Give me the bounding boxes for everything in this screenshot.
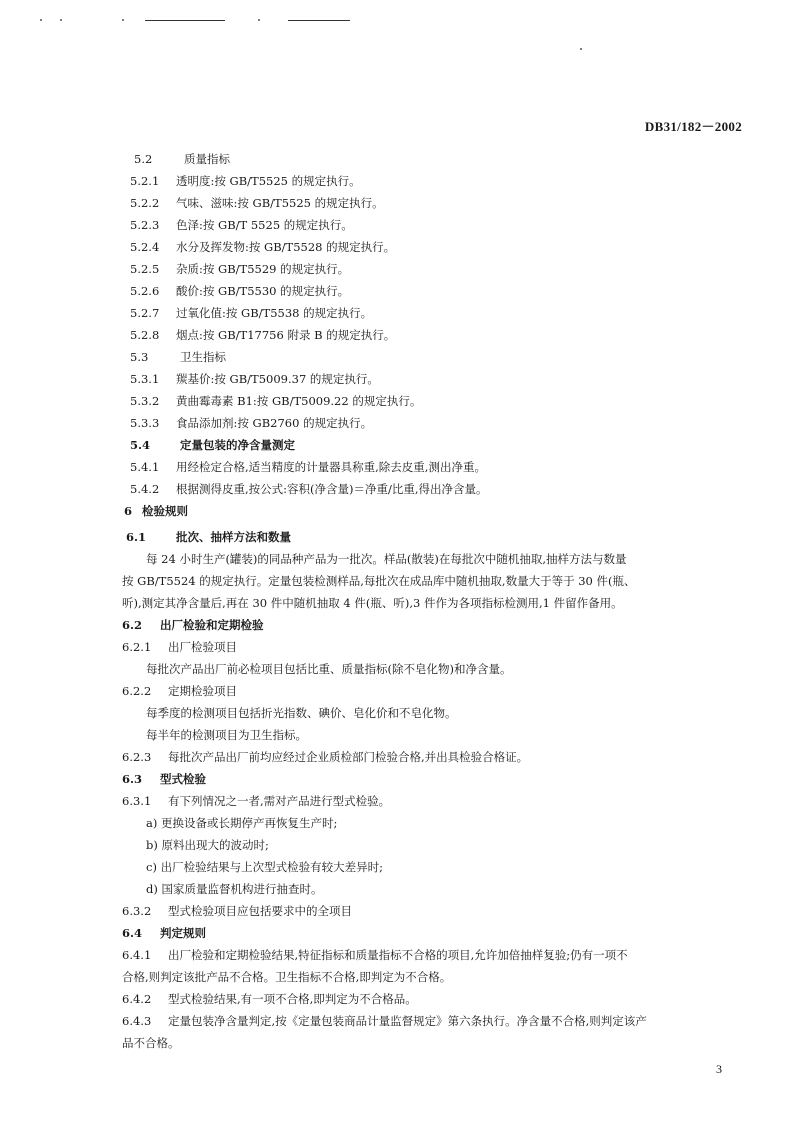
clause-line: 5.2.6 酸价:按 GB/T5530 的规定执行。 [130, 284, 350, 298]
scan-artifact-speck [258, 19, 260, 21]
scan-artifact-speck [40, 19, 42, 21]
scan-artifact-speck [60, 19, 62, 21]
scan-artifact-speck [122, 19, 124, 21]
paragraph-line: 每 24 小时生产(罐装)的同品种产品为一批次。样品(散装)在每批次中随机抽取,抽样方法与数量 [146, 552, 627, 566]
page-number: 3 [716, 1062, 722, 1076]
clause-line: 5.2.1 透明度:按 GB/T5525 的规定执行。 [130, 174, 361, 188]
section-heading: 6.1 批次、抽样方法和数量 [126, 530, 291, 544]
clause-line: 5.2.2 气味、滋味:按 GB/T5525 的规定执行。 [130, 196, 384, 210]
scan-artifact-line [145, 20, 225, 21]
section-heading: 5.2 质量指标 [134, 152, 230, 166]
clause-line: 5.3.2 黄曲霉毒素 B1:按 GB/T5009.22 的规定执行。 [130, 394, 422, 408]
clause-line: 6.2.3 每批次产品出厂前均应经过企业质检部门检验合格,并出具检验合格证。 [122, 750, 529, 764]
clause-line: 5.3.1 羰基价:按 GB/T5009.37 的规定执行。 [130, 372, 379, 386]
section-heading: 5.4 定量包装的净含量测定 [130, 438, 295, 452]
section-heading: 6.4 判定规则 [122, 926, 206, 940]
subsection-heading: 6.2.2 定期检验项目 [122, 684, 237, 698]
document-code: DB31/182－2002 [644, 119, 742, 134]
list-item: c) 出厂检验结果与上次型式检验有较大差异时; [146, 860, 383, 874]
chapter-heading: 6 检验规则 [124, 504, 188, 518]
list-item: b) 原料出现大的波动时; [146, 838, 269, 852]
paragraph-line: 按 GB/T5524 的规定执行。定量包装检测样品,每批次在成品库中随机抽取,数量大于等于 30 件(瓶、 [122, 574, 636, 588]
clause-line: 5.4.2 根据测得皮重,按公式:容积(净含量)＝净重/比重,得出净含量。 [130, 482, 488, 496]
clause-line: 6.4.3 定量包装净含量判定,按《定量包装商品计量监督规定》第六条执行。净含量不合格,则判定该产 [122, 1014, 647, 1028]
scan-artifact-speck [580, 48, 582, 50]
clause-line: 5.2.3 色泽:按 GB/T 5525 的规定执行。 [130, 218, 353, 232]
clause-line: 5.2.8 烟点:按 GB/T17756 附录 B 的规定执行。 [130, 328, 396, 342]
clause-line: 5.2.4 水分及挥发物:按 GB/T5528 的规定执行。 [130, 240, 396, 254]
list-item: d) 国家质量监督机构进行抽查时。 [146, 882, 323, 896]
clause-line: 5.4.1 用经检定合格,适当精度的计量器具称重,除去皮重,测出净重。 [130, 460, 486, 474]
paragraph-line: 听),测定其净含量后,再在 30 件中随机抽取 4 件(瓶、听),3 件作为各项指标检测用,1 件留作备用。 [122, 596, 623, 610]
clause-line: 6.3.1 有下列情况之一者,需对产品进行型式检验。 [122, 794, 391, 808]
section-heading: 6.3 型式检验 [122, 772, 206, 786]
paragraph-line: 合格,则判定该批产品不合格。卫生指标不合格,即判定为不合格。 [122, 970, 452, 984]
clause-line: 6.4.2 型式检验结果,有一项不合格,即判定为不合格品。 [122, 992, 417, 1006]
section-heading: 5.3 卫生指标 [130, 350, 226, 364]
paragraph-line: 品不合格。 [122, 1036, 180, 1050]
clause-line: 6.4.1 出厂检验和定期检验结果,特征指标和质量指标不合格的项目,允许加倍抽样复验;仍有一项不 [122, 948, 628, 962]
clause-line: 5.3.3 食品添加剂:按 GB2760 的规定执行。 [130, 416, 373, 430]
scan-artifact-line [288, 20, 350, 21]
subsection-heading: 6.2.1 出厂检验项目 [122, 640, 237, 654]
clause-line: 5.2.7 过氧化值:按 GB/T5538 的规定执行。 [130, 306, 373, 320]
section-heading: 6.2 出厂检验和定期检验 [122, 618, 264, 632]
list-item: a) 更换设备或长期停产再恢复生产时; [146, 816, 338, 830]
paragraph-line: 每季度的检测项目包括折光指数、碘价、皂化价和不皂化物。 [146, 706, 457, 720]
paragraph-line: 每批次产品出厂前必检项目包括比重、质量指标(除不皂化物)和净含量。 [146, 662, 512, 676]
clause-line: 6.3.2 型式检验项目应包括要求中的全项目 [122, 904, 352, 918]
clause-line: 5.2.5 杂质:按 GB/T5529 的规定执行。 [130, 262, 350, 276]
paragraph-line: 每半年的检测项目为卫生指标。 [146, 728, 307, 742]
